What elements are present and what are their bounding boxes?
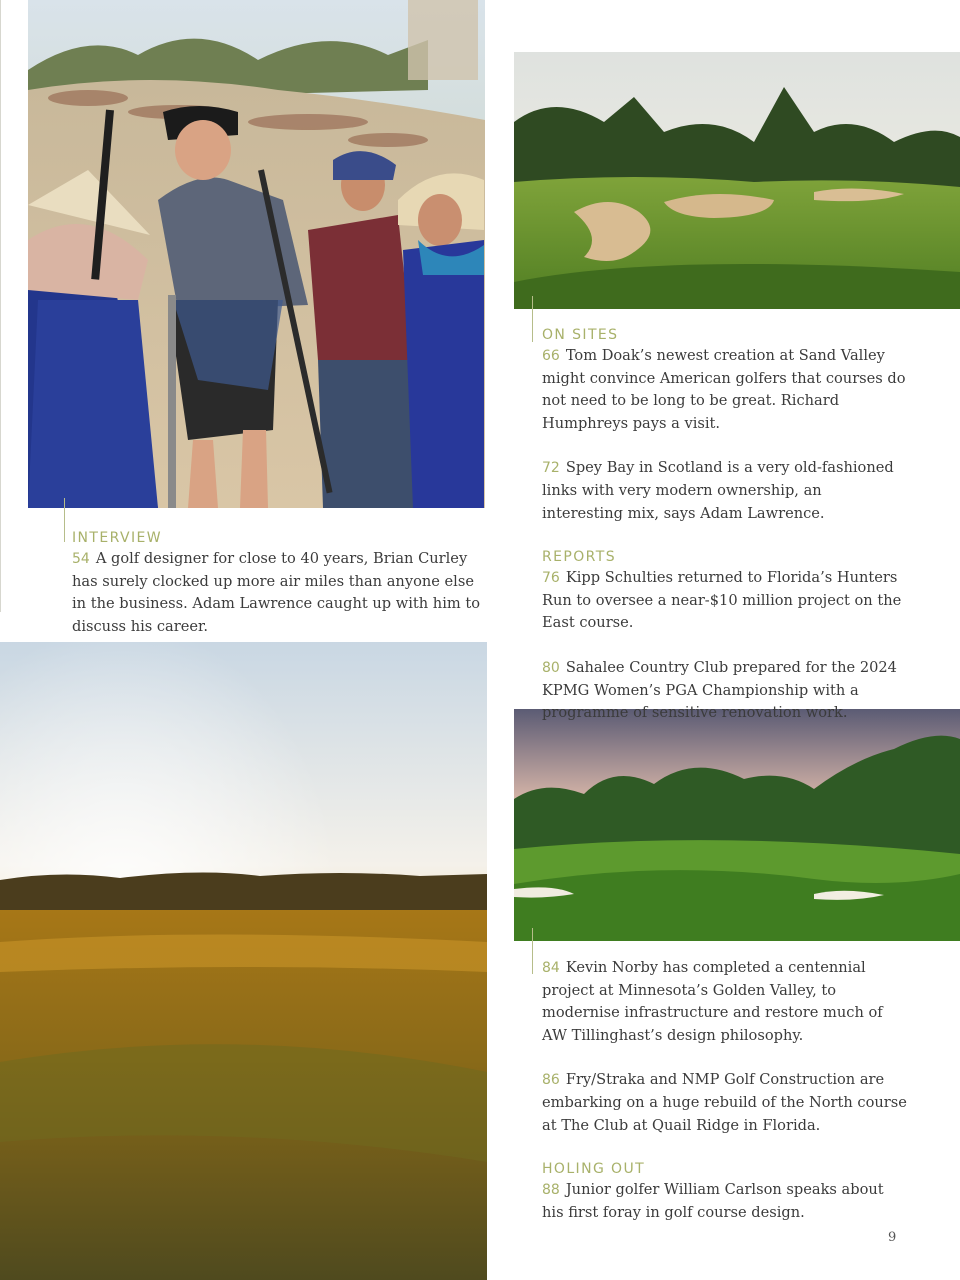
on-sites-entry-2	[542, 457, 907, 525]
more-reports-block	[542, 957, 907, 1224]
holing-out-entry	[542, 1179, 907, 1224]
more-reports-page-2[interactable]: 86	[542, 1072, 560, 1089]
interview-caption-line	[64, 498, 65, 542]
more-reports-entry-1	[542, 957, 907, 1047]
on-sites-page-2[interactable]: 72	[542, 460, 560, 477]
page-number: 9	[888, 1230, 897, 1245]
left-page-rule	[0, 0, 1, 612]
reports-page-1[interactable]: 76	[542, 570, 560, 587]
interview-block	[72, 528, 492, 638]
on-sites-block	[542, 325, 907, 725]
more-reports-text-1: Kevin Norby has completed a centennial project at Minnesota’s Golden Valley, to modernise infrastructure and restore much of AW Tillinghast’s design philosophy.	[542, 959, 883, 1044]
more-reports-page-1[interactable]: 84	[542, 960, 560, 976]
interview-photo	[28, 0, 485, 508]
holing-out-page[interactable]: 88	[542, 1182, 560, 1199]
interview-text: A golf designer for close to 40 years, Brian Curley has surely clocked up more air miles than anyone else in the business. Adam Lawrence caught up with him to discuss his career.	[72, 550, 480, 635]
sunset-photo	[0, 642, 487, 1280]
reports-text-1: Kipp Schulties returned to Florida’s Hunters Run to oversee a near-$10 million project on the East course.	[542, 569, 902, 632]
on-sites-heading: ON SITES	[542, 327, 619, 343]
reports-heading: REPORTS	[542, 549, 616, 566]
holing-out-heading: HOLING OUT	[542, 1161, 646, 1178]
on-sites-page-1[interactable]: 66	[542, 348, 560, 364]
interview-page-number[interactable]: 54	[72, 551, 90, 567]
on-sites-text-2: Spey Bay in Scotland is a very old-fashioned links with very modern ownership, an interesting mix, says Adam Lawrence.	[542, 459, 894, 522]
sand-valley-photo	[514, 52, 960, 309]
interview-heading: INTERVIEW	[72, 530, 162, 546]
golden-valley-photo	[514, 709, 960, 941]
more-reports-entry-2	[542, 1069, 907, 1137]
golden-valley-caption-line	[532, 928, 533, 974]
reports-entry-1	[542, 567, 907, 635]
on-sites-caption-line	[532, 296, 533, 342]
reports-text-2: Sahalee Country Club prepared for the 2024 KPMG Women’s PGA Championship with a programme of sensitive renovation work.	[542, 658, 897, 722]
on-sites-text-1: Tom Doak’s newest creation at Sand Valley might convince American golfers that courses do not need to be long to be great. Richard Humphreys pays a visit.	[542, 347, 906, 432]
on-sites-entry-1	[542, 345, 907, 435]
more-reports-text-2: Fry/Straka and NMP Golf Construction are embarking on a huge rebuild of the North course at The Club at Quail Ridge in Florida.	[542, 1071, 907, 1134]
interview-entry	[72, 548, 492, 638]
reports-entry-2	[542, 657, 907, 725]
reports-page-2[interactable]: 80	[542, 659, 560, 676]
holing-out-text: Junior golfer William Carlson speaks about his first foray in golf course design.	[542, 1181, 884, 1221]
